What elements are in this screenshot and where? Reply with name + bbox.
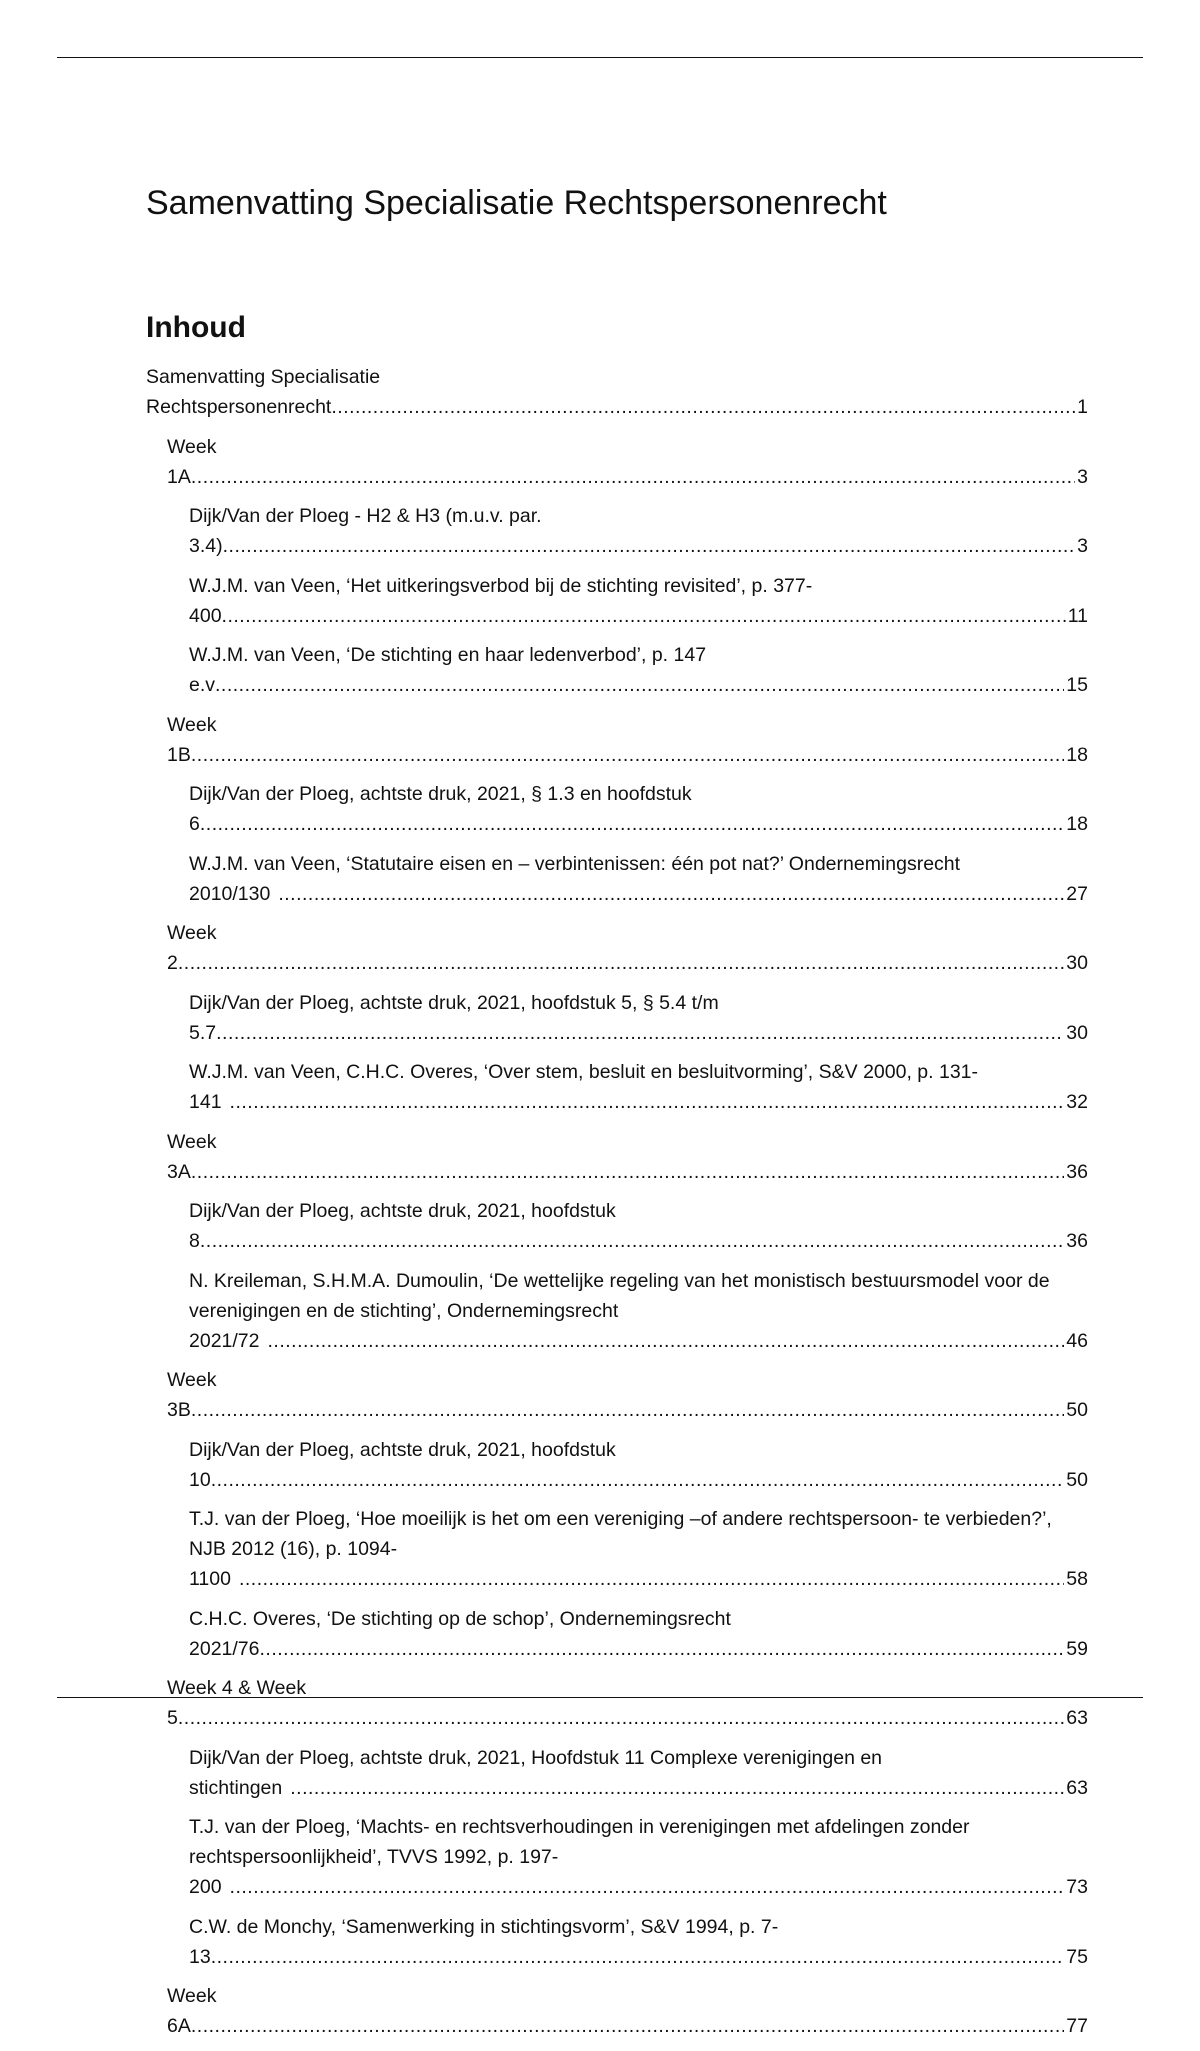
toc-entry-text: Samenvatting Specialisatie Rechtspersonenrecht <box>146 366 381 418</box>
footer-rule <box>57 1697 1143 1698</box>
toc-page-number: 15 <box>1064 670 1088 700</box>
toc-entry-text: Dijk/Van der Ploeg, achtste druk, 2021, hoofdstuk 8 <box>189 1200 616 1252</box>
toc-page-number: 11 <box>1066 601 1088 631</box>
toc-entry-text: Dijk/Van der Ploeg - H2 & H3 (m.u.v. par. 3.4) <box>189 505 542 557</box>
toc-entry[interactable] <box>146 501 1088 561</box>
toc-entry-text: N. Kreileman, S.H.M.A. Dumoulin, ‘De wettelijke regeling van het monistisch bestuursmodel voor de verenigingen en de stichting’, Ondernemingsrecht 2021/72 <box>189 1269 1050 1352</box>
toc-entry-text: Dijk/Van der Ploeg, achtste druk, 2021, hoofdstuk 10 <box>189 1438 616 1491</box>
toc-page-number: 46 <box>1064 1326 1088 1356</box>
header-rule <box>57 57 1143 58</box>
toc-entry[interactable] <box>146 1504 1088 1594</box>
toc-entry[interactable] <box>146 1127 1088 1187</box>
toc-entry-text: Week 3B <box>167 1369 217 1421</box>
dot-leader <box>230 1091 1088 1113</box>
dot-leader <box>191 1399 1088 1421</box>
dot-leader <box>222 605 1088 627</box>
toc-entry-text: Week 1B <box>167 713 217 766</box>
toc-entry-text: Week 2 <box>167 922 217 974</box>
dot-leader <box>223 535 1088 557</box>
dot-leader <box>178 1707 1088 1729</box>
toc-page-number: 59 <box>1064 1634 1088 1664</box>
dot-leader <box>278 883 1088 905</box>
toc-page-number: 1 <box>1075 392 1088 422</box>
toc-entry-text: T.J. van der Ploeg, ‘Hoe moeilijk is het om een vereniging –of andere rechtspersoon- te verbieden?’, NJB 2012 (16), p. 1094-1100 <box>189 1508 1052 1590</box>
toc-entry-text: Dijk/Van der Ploeg, achtste druk, 2021, hoofdstuk 5, § 5.4 t/m 5.7 <box>189 991 719 1044</box>
toc-entry-text: Week 4 & Week 5 <box>167 1677 307 1729</box>
toc-entry[interactable] <box>146 1266 1088 1356</box>
dot-leader <box>211 1946 1088 1968</box>
dot-leader <box>290 1777 1088 1799</box>
toc-page-number: 75 <box>1064 1942 1088 1972</box>
toc-entry[interactable] <box>146 918 1088 978</box>
toc-entry-text: Week 6A <box>167 1985 217 2037</box>
toc-entry[interactable] <box>146 1673 1088 1733</box>
toc-entry-text: C.W. de Monchy, ‘Samenwerking in stichtingsvorm’, S&V 1994, p. 7-13 <box>189 1915 779 1968</box>
toc-entry[interactable] <box>146 779 1088 839</box>
toc-entry-text: Week 3A <box>167 1130 217 1183</box>
toc-entry[interactable] <box>146 1435 1088 1495</box>
toc-page-number: 3 <box>1075 531 1088 561</box>
toc-entry[interactable] <box>146 1365 1088 1425</box>
toc-page-number: 3 <box>1075 462 1088 492</box>
toc-entry-text: Dijk/Van der Ploeg, achtste druk, 2021, Hoofdstuk 11 Complexe verenigingen en stichtingen <box>189 1746 883 1799</box>
toc-page-number: 36 <box>1064 1157 1088 1187</box>
toc-page-number: 18 <box>1064 809 1088 839</box>
toc-page-number: 30 <box>1064 948 1088 978</box>
toc-entry-text: W.J.M. van Veen, ‘Statutaire eisen en – verbintenissen: één pot nat?’ Ondernemingsrecht 2010/130 <box>189 852 961 905</box>
dot-leader <box>211 1469 1088 1491</box>
toc-page-number: 58 <box>1064 1564 1088 1594</box>
toc-entry-text: C.H.C. Overes, ‘De stichting op de schop’, Ondernemingsrecht 2021/76 <box>189 1607 731 1660</box>
dot-leader <box>215 674 1088 696</box>
dot-leader <box>268 1330 1089 1352</box>
toc-entry-text: W.J.M. van Veen, ‘De stichting en haar ledenverbod’, p. 147 e.v <box>189 644 707 696</box>
dot-leader <box>200 813 1088 835</box>
dot-leader <box>191 466 1088 488</box>
toc-entry-text: Week 1A <box>167 435 217 488</box>
toc-entry[interactable] <box>146 1743 1088 1803</box>
dot-leader <box>216 1022 1088 1044</box>
toc-entry[interactable] <box>146 571 1088 631</box>
toc-entry[interactable] <box>146 1196 1088 1256</box>
dot-leader <box>239 1568 1088 1590</box>
toc-page-number: 27 <box>1064 879 1088 909</box>
toc-entry-text: W.J.M. van Veen, C.H.C. Overes, ‘Over stem, besluit en besluitvorming’, S&V 2000, p. 131-141 <box>189 1061 978 1113</box>
toc-heading: Inhoud <box>146 311 246 344</box>
dot-leader <box>331 396 1088 418</box>
dot-leader <box>260 1638 1089 1660</box>
toc-entry[interactable] <box>146 1057 1088 1117</box>
toc-entry[interactable] <box>146 432 1088 492</box>
toc-entry-text: T.J. van der Ploeg, ‘Machts- en rechtsverhoudingen in verenigingen met afdelingen zonder rechtspersoonlijkheid’, TVVS 1992, p. 197-200 <box>189 1816 970 1898</box>
toc-entry[interactable] <box>146 1912 1088 1972</box>
toc-entry[interactable] <box>146 1812 1088 1902</box>
toc-page-number: 50 <box>1064 1395 1088 1425</box>
toc-entry[interactable] <box>146 988 1088 1048</box>
toc-page-number: 63 <box>1064 1773 1088 1803</box>
dot-leader <box>230 1876 1088 1898</box>
toc-page-number: 18 <box>1064 740 1088 770</box>
table-of-contents <box>146 362 1088 2051</box>
dot-leader <box>191 1161 1088 1183</box>
toc-entry-text: Dijk/Van der Ploeg, achtste druk, 2021, § 1.3 en hoofdstuk 6 <box>189 783 692 835</box>
toc-page-number: 73 <box>1064 1872 1088 1902</box>
dot-leader <box>191 744 1088 766</box>
dot-leader <box>200 1230 1088 1252</box>
toc-page-number: 63 <box>1064 1703 1088 1733</box>
toc-page-number: 50 <box>1064 1465 1088 1495</box>
dot-leader <box>178 952 1088 974</box>
toc-page-number: 30 <box>1064 1018 1088 1048</box>
toc-entry[interactable] <box>146 640 1088 700</box>
toc-entry[interactable] <box>146 1604 1088 1664</box>
toc-entry-text: W.J.M. van Veen, ‘Het uitkeringsverbod bij de stichting revisited’, p. 377-400 <box>189 574 813 627</box>
document-title: Samenvatting Specialisatie Rechtspersonenrecht <box>146 184 887 222</box>
toc-entry[interactable] <box>146 1981 1088 2041</box>
toc-entry[interactable] <box>146 710 1088 770</box>
toc-page-number: 36 <box>1064 1226 1088 1256</box>
toc-entry[interactable] <box>146 362 1088 422</box>
toc-page-number: 77 <box>1064 2011 1088 2041</box>
toc-entry[interactable] <box>146 849 1088 909</box>
toc-page-number: 32 <box>1064 1087 1088 1117</box>
dot-leader <box>191 2015 1088 2037</box>
